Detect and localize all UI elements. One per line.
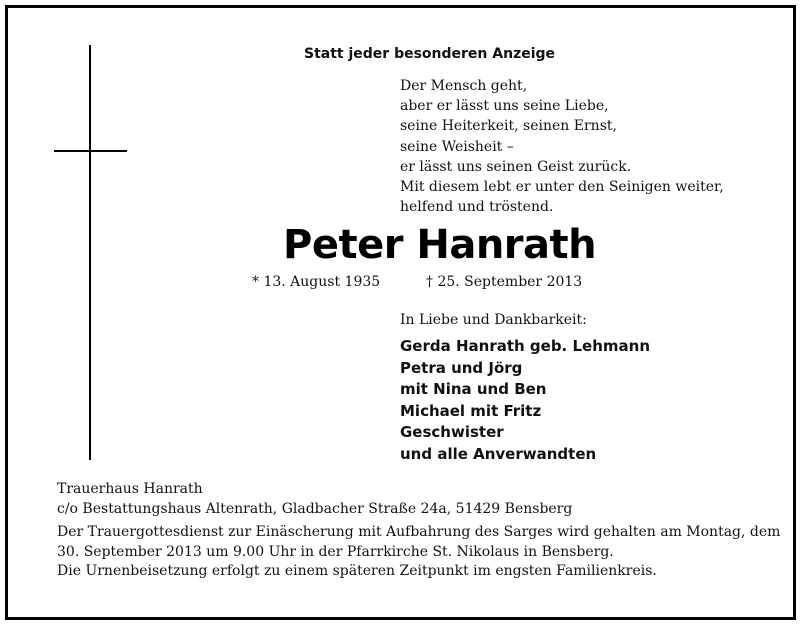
mourning-house-address: c/o Bestattungshaus Altenrath, Gladbacher Straße 24a, 51429 Bensberg	[57, 500, 573, 517]
cross-vertical-bar	[89, 45, 91, 460]
mourner: Michael mit Fritz	[400, 401, 542, 420]
poem	[400, 76, 724, 217]
mourners-intro: In Liebe und Dankbarkeit:	[400, 312, 587, 328]
service-line-2: 30. September 2013 um 9.00 Uhr in der Pfarrkirche St. Nikolaus in Bensberg.	[57, 543, 614, 560]
mourner: Gerda Hanrath geb. Lehmann	[400, 337, 650, 355]
mourner: Petra und Jörg	[400, 358, 523, 377]
poem-line: seine Heiterkeit, seinen Ernst,	[400, 118, 617, 135]
poem-line: helfend und tröstend.	[400, 199, 554, 216]
cross-horizontal-bar	[54, 150, 127, 152]
headline: Statt jeder besonderen Anzeige	[304, 46, 556, 62]
service-line-3: Die Urnenbeisetzung erfolgt zu einem späteren Zeitpunkt im engsten Familienkreis.	[57, 563, 657, 580]
mourners-list	[400, 336, 650, 465]
poem-line: Mit diesem lebt er unter den Seinigen weiter,	[400, 179, 724, 196]
death-date: † 25. September 2013	[426, 274, 583, 290]
deceased-name: Peter Hanrath	[283, 222, 597, 268]
mourner: Geschwister	[400, 423, 504, 441]
footer	[57, 480, 781, 582]
mourning-house-label: Trauerhaus Hanrath	[57, 481, 203, 497]
birth-date: * 13. August 1935	[252, 274, 381, 290]
poem-line: er lässt uns seinen Geist zurück.	[400, 158, 632, 175]
service-line-1: Der Trauergottesdienst zur Einäscherung mit Aufbahrung des Sarges wird gehalten am Montag, dem	[57, 524, 781, 541]
poem-line: seine Weisheit –	[400, 138, 514, 155]
mourner: mit Nina und Ben	[400, 380, 547, 398]
mourner: und alle Anverwandten	[400, 444, 597, 463]
poem-line: Der Mensch geht,	[400, 78, 528, 94]
poem-line: aber er lässt uns seine Liebe,	[400, 98, 609, 115]
